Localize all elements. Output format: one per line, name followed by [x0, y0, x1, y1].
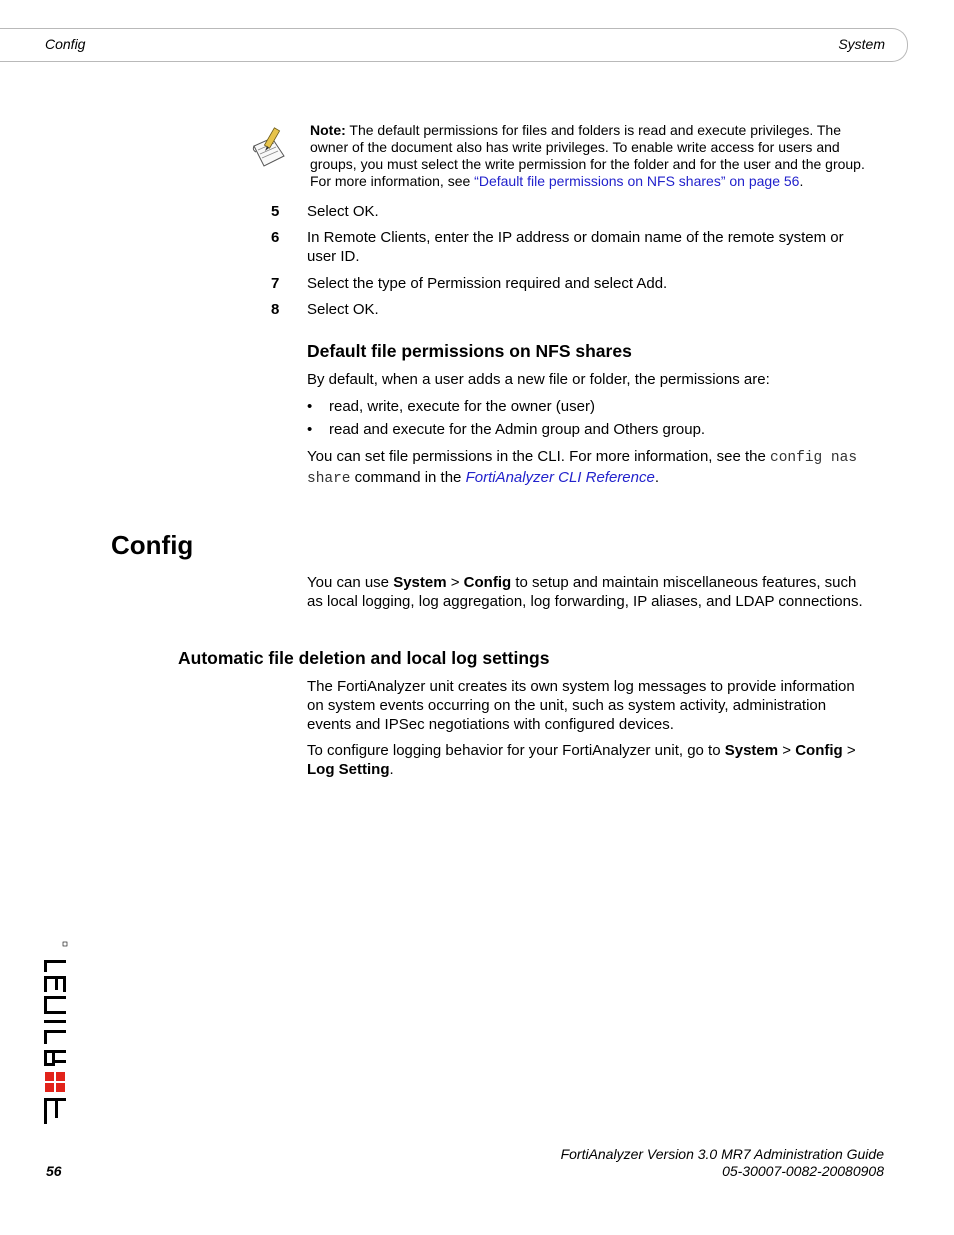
note-text: The default permissions for files and folders is read and execute privileges. The owner of the document also has write privileges. To enable write access for users and groups, you must select the write permission for the folder and for the user and the group. For more information, see — [310, 122, 865, 189]
bullet-dot: • — [307, 398, 313, 415]
menu-config: Config — [463, 574, 512, 591]
note-label: Note: — [310, 122, 346, 138]
note-block — [310, 122, 872, 190]
step-number: 5 — [271, 203, 280, 220]
menu-separator: > — [842, 742, 856, 759]
cli-text-before: You can set file permissions in the CLI. For more information, see the — [307, 448, 771, 465]
autodel-paragraph-1: The FortiAnalyzer unit creates its own system log messages to provide information on system events occurring on the unit, such as system activity, administration events and IPSec negotiations with configured devices. — [307, 678, 855, 733]
menu-separator: > — [446, 574, 464, 591]
config-text-rest: to setup and maintain miscellaneous features, such as local logging, log aggregation, log forwarding, IP aliases, and LDAP connections. — [307, 574, 863, 610]
cli-command: config nas share — [307, 450, 858, 487]
nfs-permissions-link[interactable]: “Default file permissions on NFS shares” on page 56 — [474, 173, 800, 189]
config-heading: Config — [111, 530, 194, 560]
bullet-dot: • — [307, 421, 313, 438]
note-pencil-icon — [250, 126, 290, 168]
autodel-text: To configure logging behavior for your FortiAnalyzer unit, go to — [307, 742, 725, 759]
footer-doc-info — [561, 1146, 884, 1180]
autodel-paragraph-2 — [307, 741, 869, 779]
autodel-heading: Automatic file deletion and local log settings — [178, 648, 550, 668]
nfs-cli-paragraph — [307, 447, 869, 489]
footer-title: FortiAnalyzer Version 3.0 MR7 Administration Guide — [560, 1146, 884, 1162]
menu-log-setting: Log Setting — [307, 761, 390, 778]
step-text: Select the type of Permission required and select Add. — [307, 275, 668, 292]
config-paragraph — [307, 573, 869, 611]
note-end: . — [799, 173, 804, 189]
nfs-intro: By default, when a user adds a new file or folder, the permissions are: — [307, 371, 770, 388]
header-band — [0, 28, 908, 62]
step-text: In Remote Clients, enter the IP address or domain name of the remote system or user ID. — [307, 229, 844, 265]
nfs-heading: Default file permissions on NFS shares — [307, 341, 632, 361]
menu-config: Config — [795, 742, 843, 759]
fortinet-logo — [42, 940, 70, 1126]
step-number: 6 — [271, 229, 280, 246]
cli-text-mid: command in the — [350, 469, 466, 486]
menu-separator: > — [778, 742, 796, 759]
step-text: Select OK. — [307, 301, 379, 318]
autodel-end: . — [389, 761, 394, 778]
step-number: 8 — [271, 301, 280, 318]
menu-system: System — [724, 742, 779, 759]
cli-reference-link[interactable]: FortiAnalyzer CLI Reference — [465, 469, 655, 486]
header-chapter: Config — [45, 36, 86, 52]
step-number: 7 — [271, 275, 280, 292]
bullet-text: read and execute for the Admin group and Others group. — [329, 421, 706, 438]
cli-text-end: . — [654, 469, 659, 486]
step-text: Select OK. — [307, 203, 379, 220]
menu-system: System — [393, 574, 447, 591]
page-number: 56 — [46, 1163, 62, 1179]
bullet-text: read, write, execute for the owner (user) — [329, 398, 595, 415]
footer-doc-number: 05-30007-0082-20080908 — [722, 1163, 884, 1179]
config-text: You can use — [307, 574, 394, 591]
header-section: System — [838, 36, 885, 52]
